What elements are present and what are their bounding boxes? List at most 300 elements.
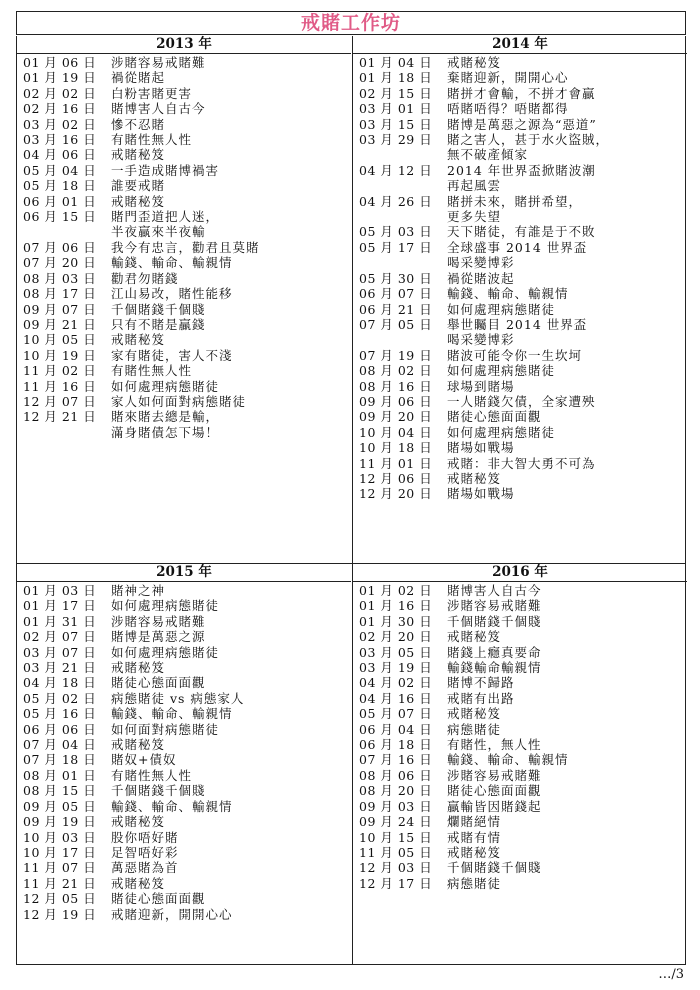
session-topic <box>111 768 351 783</box>
session-date: 12 月 17 日 <box>359 875 433 891</box>
session-topic <box>447 271 687 286</box>
session-row <box>353 86 687 101</box>
session-date: 07 月 18 日 <box>23 752 97 768</box>
session-row <box>17 70 351 85</box>
session-date: 03 月 01 日 <box>359 101 433 117</box>
session-date: 04 月 12 日 <box>359 162 433 178</box>
session-topic <box>111 814 351 829</box>
topic-line: 股你唔好賭 <box>111 829 179 845</box>
session-row <box>17 363 351 378</box>
session-list <box>353 582 687 891</box>
topic-line: 家有賭徒，害人不淺 <box>111 347 233 363</box>
topic-line: 萬惡賭為首 <box>111 860 179 876</box>
session-date: 11 月 16 日 <box>23 378 97 394</box>
session-topic <box>447 317 687 348</box>
session-date: 03 月 19 日 <box>359 660 433 676</box>
year-heading <box>353 36 687 54</box>
session-topic <box>447 629 687 644</box>
session-date: 07 月 16 日 <box>359 752 433 768</box>
session-date: 06 月 07 日 <box>359 286 433 302</box>
session-date: 07 月 05 日 <box>359 316 433 332</box>
topic-line: 戒賭秘笈 <box>111 737 166 753</box>
session-date: 05 月 04 日 <box>23 162 97 178</box>
year-suffix: 年 <box>198 36 212 52</box>
session-topic <box>447 302 687 317</box>
topic-line: 輸錢、輸命、輸親情 <box>447 752 569 768</box>
session-row <box>353 814 687 829</box>
session-row <box>17 147 351 162</box>
topic-line: 如何處理病態賭徒 <box>447 363 556 379</box>
topic-line: 白粉害賭更害 <box>111 85 193 101</box>
topic-line: 病態賭徒 <box>447 875 502 891</box>
topic-line: 如何處理病態賭徒 <box>111 644 220 660</box>
topic-line: 賭場如戰場 <box>447 486 515 502</box>
session-row <box>353 614 687 629</box>
session-topic <box>111 845 351 860</box>
session-topic <box>111 55 351 70</box>
session-date: 12 月 03 日 <box>359 860 433 876</box>
session-row <box>353 363 687 378</box>
session-date: 01 月 16 日 <box>359 598 433 614</box>
session-date: 07 月 20 日 <box>23 255 97 271</box>
session-row <box>17 860 351 875</box>
session-topic <box>111 379 351 394</box>
session-date: 11 月 21 日 <box>23 875 97 891</box>
session-date: 08 月 20 日 <box>359 783 433 799</box>
session-row <box>353 224 687 239</box>
topic-line-continued: 半夜贏來半夜輸 <box>111 224 206 240</box>
session-row <box>17 163 351 178</box>
topic-line: 賭博不歸路 <box>447 675 515 691</box>
session-date: 01 月 02 日 <box>359 583 433 598</box>
session-row <box>353 876 687 891</box>
topic-line: 有賭性無人性 <box>111 132 193 148</box>
session-row <box>17 132 351 147</box>
topic-line: 戒賭秘笈 <box>111 660 166 676</box>
session-row <box>17 799 351 814</box>
year-heading <box>353 564 687 582</box>
session-row <box>353 101 687 116</box>
year-panel-2016 <box>353 564 687 891</box>
topic-line: 戒賭秘笈 <box>447 470 502 486</box>
session-row <box>353 583 687 598</box>
session-row <box>17 117 351 132</box>
topic-line: 輸錢輸命輸親情 <box>447 660 542 676</box>
session-row <box>17 55 351 70</box>
topic-line: 輸錢、輸命、輸親情 <box>447 286 569 302</box>
topic-line-continued: 無不破產傾家 <box>447 147 529 163</box>
topic-line: 贏輸皆因賭錢起 <box>447 798 542 814</box>
session-row <box>353 691 687 706</box>
topic-line: 賭徒心態面面觀 <box>447 409 542 425</box>
session-topic <box>447 783 687 798</box>
session-row <box>353 117 687 132</box>
session-row <box>17 830 351 845</box>
session-row <box>17 814 351 829</box>
year-panel-2013 <box>17 36 351 440</box>
topic-line: 誰要戒賭 <box>111 178 166 194</box>
session-topic <box>111 830 351 845</box>
topic-line: 千個賭錢千個賤 <box>111 301 206 317</box>
session-row <box>17 737 351 752</box>
session-row <box>353 660 687 675</box>
session-row <box>353 752 687 767</box>
session-date: 03 月 05 日 <box>359 644 433 660</box>
session-row <box>353 768 687 783</box>
session-row <box>17 348 351 363</box>
session-date: 10 月 17 日 <box>23 844 97 860</box>
session-date: 12 月 21 日 <box>23 409 97 425</box>
year-suffix: 年 <box>198 564 212 580</box>
session-date: 10 月 04 日 <box>359 424 433 440</box>
session-date: 09 月 05 日 <box>23 798 97 814</box>
session-topic <box>447 379 687 394</box>
session-topic <box>447 86 687 101</box>
session-row <box>17 660 351 675</box>
topic-line: 戒賭秘笈 <box>111 147 166 163</box>
session-date: 09 月 06 日 <box>359 393 433 409</box>
session-topic <box>447 55 687 70</box>
session-topic <box>447 768 687 783</box>
session-topic <box>447 830 687 845</box>
session-topic <box>111 317 351 332</box>
page-title: 戒賭工作坊 <box>16 11 686 35</box>
session-date: 02 月 20 日 <box>359 629 433 645</box>
session-row <box>17 255 351 270</box>
session-row <box>17 583 351 598</box>
topic-line: 戒賭秘笈 <box>111 875 166 891</box>
session-row <box>353 471 687 486</box>
session-row <box>353 55 687 70</box>
session-date: 09 月 19 日 <box>23 814 97 830</box>
session-row <box>17 302 351 317</box>
session-date: 07 月 04 日 <box>23 737 97 753</box>
topic-line: 江山易改，賭性能移 <box>111 286 233 302</box>
topic-line: 球場到賭場 <box>447 378 515 394</box>
session-row <box>17 783 351 798</box>
session-topic <box>111 876 351 891</box>
topic-line: 賭拼未來，賭拼希望， <box>447 193 583 209</box>
topic-line: 賭徒心態面面觀 <box>111 675 206 691</box>
session-row <box>353 486 687 501</box>
session-row <box>17 722 351 737</box>
topic-line: 只有不賭是贏錢 <box>111 316 206 332</box>
session-row <box>17 286 351 301</box>
year-label: 2014 <box>492 36 530 52</box>
session-date: 01 月 17 日 <box>23 598 97 614</box>
topic-line: 天下賭徒，有誰是于不敗 <box>447 224 596 240</box>
session-topic <box>111 675 351 690</box>
session-topic <box>111 799 351 814</box>
topic-line: 輸錢、輸命、輸親情 <box>111 798 233 814</box>
session-row <box>17 706 351 721</box>
session-topic <box>111 907 351 922</box>
session-date: 08 月 02 日 <box>359 363 433 379</box>
topic-line: 千個賭錢千個賤 <box>111 783 206 799</box>
session-row <box>353 271 687 286</box>
session-topic <box>111 271 351 286</box>
session-date: 10 月 15 日 <box>359 829 433 845</box>
session-row <box>353 70 687 85</box>
session-topic <box>111 660 351 675</box>
session-row <box>17 317 351 332</box>
session-date: 03 月 15 日 <box>359 116 433 132</box>
session-topic <box>111 286 351 301</box>
session-date: 10 月 19 日 <box>23 347 97 363</box>
topic-line-continued: 再起風雲 <box>447 178 502 194</box>
session-topic <box>111 332 351 347</box>
topic-line: 病態賭徒 <box>447 721 502 737</box>
session-date: 03 月 16 日 <box>23 132 97 148</box>
session-topic <box>447 645 687 660</box>
session-row <box>353 456 687 471</box>
session-date: 09 月 20 日 <box>359 409 433 425</box>
session-date: 01 月 31 日 <box>23 613 97 629</box>
session-topic <box>447 132 687 163</box>
topic-line: 一手造成賭博禍害 <box>111 162 220 178</box>
session-date: 02 月 07 日 <box>23 629 97 645</box>
topic-line: 賭門歪道把人迷， <box>111 209 220 225</box>
session-date: 06 月 04 日 <box>359 721 433 737</box>
session-topic <box>447 224 687 239</box>
session-topic <box>111 194 351 209</box>
page-number: …/3 <box>658 967 684 982</box>
session-row <box>17 845 351 860</box>
session-date: 08 月 16 日 <box>359 378 433 394</box>
session-topic <box>447 440 687 455</box>
session-date: 04 月 18 日 <box>23 675 97 691</box>
session-date: 12 月 19 日 <box>23 906 97 922</box>
topic-line: 千個賭錢千個賤 <box>447 860 542 876</box>
session-date: 05 月 30 日 <box>359 270 433 286</box>
year-label: 2015 <box>156 564 194 580</box>
session-date: 09 月 03 日 <box>359 798 433 814</box>
topic-line: 戒賭秘笈 <box>111 814 166 830</box>
session-topic <box>111 598 351 613</box>
topic-line: 病態賭徒 vs 病態家人 <box>111 690 245 706</box>
session-row <box>353 348 687 363</box>
session-row <box>17 240 351 255</box>
topic-line: 涉賭容易戒賭難 <box>111 613 206 629</box>
session-topic <box>111 394 351 409</box>
topic-line: 戒賭有情 <box>447 829 502 845</box>
session-date: 05 月 17 日 <box>359 239 433 255</box>
session-date: 02 月 16 日 <box>23 101 97 117</box>
session-row <box>353 783 687 798</box>
year-label: 2013 <box>156 36 194 52</box>
topic-line: 賭場如戰場 <box>447 440 515 456</box>
session-date: 11 月 02 日 <box>23 363 97 379</box>
session-topic <box>111 752 351 767</box>
session-date: 12 月 06 日 <box>359 470 433 486</box>
session-row <box>17 675 351 690</box>
session-row <box>17 86 351 101</box>
session-topic <box>447 117 687 132</box>
session-topic <box>447 583 687 598</box>
topic-line: 禍從賭波起 <box>447 270 515 286</box>
session-topic <box>111 117 351 132</box>
session-date: 06 月 15 日 <box>23 209 97 225</box>
session-date: 11 月 07 日 <box>23 860 97 876</box>
topic-line: 戒賭秘笈 <box>111 193 166 209</box>
session-topic <box>447 70 687 85</box>
session-date: 02 月 15 日 <box>359 85 433 101</box>
session-row <box>17 876 351 891</box>
session-topic <box>111 240 351 255</box>
session-row <box>353 860 687 875</box>
topic-line: 戒賭：非大智大勇不可為 <box>447 455 596 471</box>
topic-line: 如何處理病態賭徒 <box>111 378 220 394</box>
session-row <box>17 101 351 116</box>
session-date: 09 月 07 日 <box>23 301 97 317</box>
session-list <box>17 54 351 440</box>
topic-line: 如何處理病態賭徒 <box>447 424 556 440</box>
topic-line: 戒賭迎新，開開心心 <box>111 906 233 922</box>
topic-line: 戒賭秘笈 <box>447 629 502 645</box>
session-row <box>353 194 687 225</box>
session-topic <box>111 860 351 875</box>
session-topic <box>111 101 351 116</box>
session-date: 12 月 05 日 <box>23 891 97 907</box>
session-date: 06 月 21 日 <box>359 301 433 317</box>
topic-line: 如何處理病態賭徒 <box>111 598 220 614</box>
session-row <box>353 629 687 644</box>
topic-line: 禍從賭起 <box>111 70 166 86</box>
session-topic <box>111 70 351 85</box>
session-row <box>353 425 687 440</box>
session-date: 04 月 16 日 <box>359 690 433 706</box>
session-date: 12 月 20 日 <box>359 486 433 502</box>
session-topic <box>111 255 351 270</box>
session-row <box>17 907 351 922</box>
session-date: 07 月 19 日 <box>359 347 433 363</box>
session-date: 06 月 06 日 <box>23 721 97 737</box>
session-list <box>17 582 351 922</box>
session-date: 04 月 26 日 <box>359 193 433 209</box>
session-row <box>353 845 687 860</box>
session-topic <box>447 101 687 116</box>
session-date: 09 月 21 日 <box>23 316 97 332</box>
topic-line: 戒賭有出路 <box>447 690 515 706</box>
year-heading <box>17 564 351 582</box>
session-topic <box>111 209 351 240</box>
session-date: 01 月 19 日 <box>23 70 97 86</box>
topic-line: 2014 年世界盃掀賭波潮 <box>447 162 596 178</box>
session-topic <box>447 876 687 891</box>
topic-line: 賭波可能令你一生坎坷 <box>447 347 583 363</box>
session-date: 08 月 06 日 <box>359 767 433 783</box>
session-date: 09 月 24 日 <box>359 814 433 830</box>
session-topic <box>111 691 351 706</box>
session-topic <box>111 614 351 629</box>
topic-line: 有賭性無人性 <box>111 767 193 783</box>
session-row <box>353 645 687 660</box>
session-date: 05 月 02 日 <box>23 690 97 706</box>
topic-line: 輸錢、輸命、輸親情 <box>111 706 233 722</box>
session-topic <box>447 814 687 829</box>
session-row <box>353 302 687 317</box>
session-topic <box>111 409 351 440</box>
session-date: 12 月 07 日 <box>23 393 97 409</box>
session-topic <box>447 240 687 271</box>
topic-line: 賭之害人，甚于水火盜賊， <box>447 132 610 148</box>
session-row <box>17 332 351 347</box>
topic-line: 戒賭秘笈 <box>447 844 502 860</box>
session-topic <box>111 783 351 798</box>
session-row <box>353 830 687 845</box>
session-row <box>17 752 351 767</box>
session-date: 03 月 29 日 <box>359 132 433 148</box>
session-topic <box>111 302 351 317</box>
session-date: 01 月 18 日 <box>359 70 433 86</box>
session-row <box>353 598 687 613</box>
topic-line: 爛賭絕情 <box>447 814 502 830</box>
session-date: 05 月 07 日 <box>359 706 433 722</box>
topic-line: 我今有忠言，勸君且莫賭 <box>111 239 260 255</box>
topic-line: 慘不忍賭 <box>111 116 166 132</box>
session-topic <box>111 891 351 906</box>
year-suffix: 年 <box>534 564 548 580</box>
session-row <box>17 691 351 706</box>
session-topic <box>447 660 687 675</box>
session-date: 08 月 01 日 <box>23 767 97 783</box>
session-date: 10 月 18 日 <box>359 440 433 456</box>
session-topic <box>111 645 351 660</box>
schedule-grid <box>16 36 686 965</box>
topic-line: 家人如何面對病態賭徒 <box>111 393 247 409</box>
session-row <box>353 675 687 690</box>
session-row <box>353 409 687 424</box>
session-row <box>17 629 351 644</box>
session-topic <box>447 363 687 378</box>
topic-line: 涉賭容易戒賭難 <box>447 598 542 614</box>
topic-line: 涉賭容易戒賭難 <box>111 55 206 70</box>
session-date: 04 月 02 日 <box>359 675 433 691</box>
topic-line: 輸錢、輸命、輸親情 <box>111 255 233 271</box>
topic-line-continued: 更多失望 <box>447 209 502 225</box>
year-panel-2015 <box>17 564 351 922</box>
session-topic <box>447 286 687 301</box>
session-date: 01 月 30 日 <box>359 613 433 629</box>
topic-line: 如何面對病態賭徒 <box>111 721 220 737</box>
session-row <box>17 394 351 409</box>
session-row <box>17 614 351 629</box>
session-topic <box>111 737 351 752</box>
topic-line: 戒賭秘笈 <box>111 332 166 348</box>
topic-line: 賭博是萬惡之源 <box>111 629 206 645</box>
topic-line: 賭錢上癮真要命 <box>447 644 542 660</box>
session-topic <box>447 737 687 752</box>
session-topic <box>447 706 687 721</box>
session-row <box>17 598 351 613</box>
session-topic <box>447 471 687 486</box>
topic-line-continued: 滿身賭債怎下場！ <box>111 424 220 440</box>
session-date: 08 月 03 日 <box>23 270 97 286</box>
session-row <box>353 132 687 163</box>
session-topic <box>111 722 351 737</box>
topic-line: 賭拼才會輸，不拼才會贏 <box>447 85 596 101</box>
topic-line: 有賭性無人性 <box>111 363 193 379</box>
session-date: 01 月 04 日 <box>359 55 433 70</box>
session-date: 03 月 21 日 <box>23 660 97 676</box>
session-topic <box>447 409 687 424</box>
topic-line: 戒賭秘笈 <box>447 55 502 70</box>
topic-line: 戒賭秘笈 <box>447 706 502 722</box>
session-row <box>17 409 351 440</box>
session-topic <box>447 845 687 860</box>
session-date: 10 月 03 日 <box>23 829 97 845</box>
session-topic <box>447 614 687 629</box>
